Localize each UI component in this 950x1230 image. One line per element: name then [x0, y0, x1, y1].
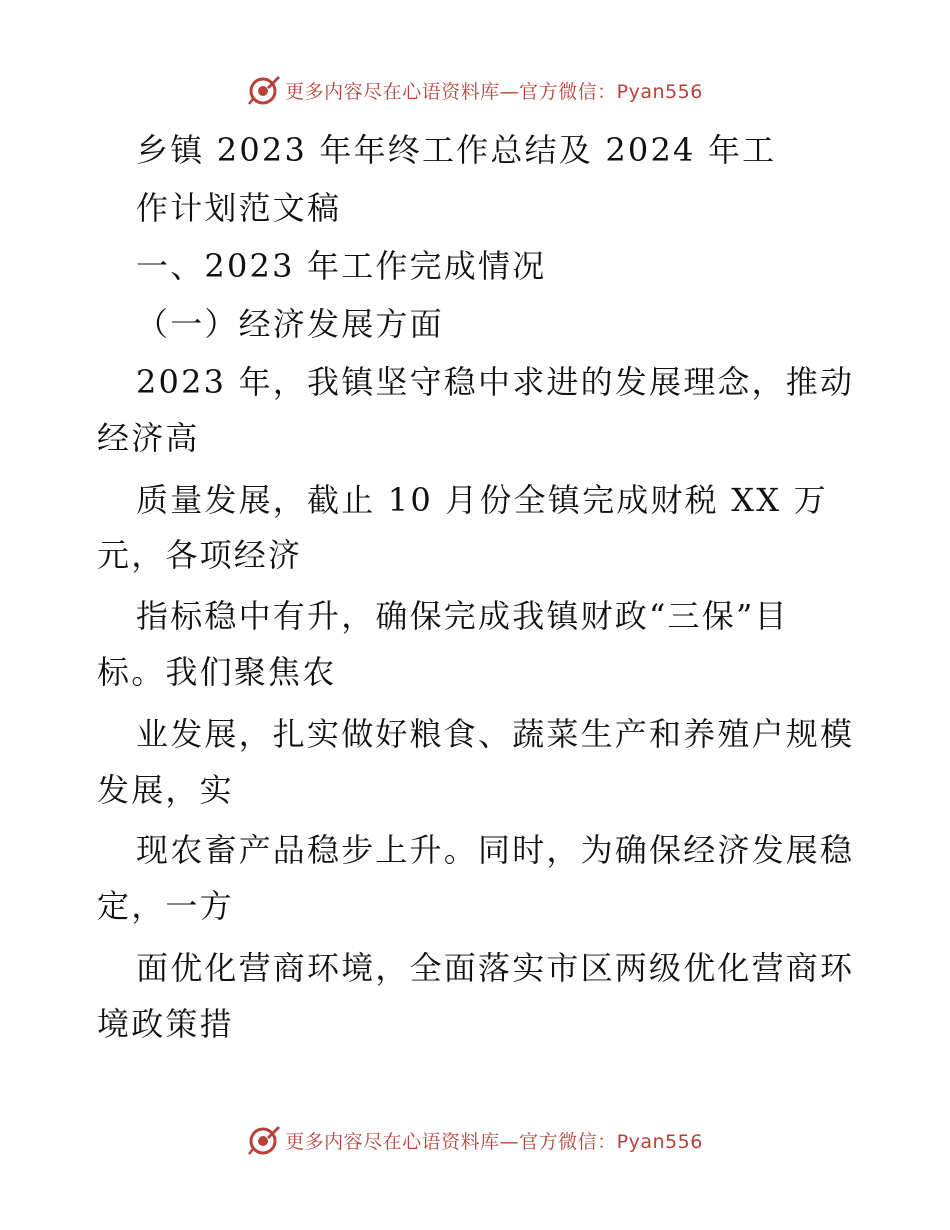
pen-circle-logo-icon	[247, 1123, 281, 1157]
paragraph-line: 经济高	[97, 419, 200, 457]
footer-banner-text: 更多内容尽在心语资料库—官方微信：Pyan556	[285, 1130, 703, 1153]
paragraph-line: 发展，实	[97, 771, 234, 809]
footer-banner	[0, 1120, 950, 1160]
paragraph-line: 现农畜产品稳步上升。同时，为确保经济发展稳	[136, 831, 855, 869]
paragraph-line: 境政策措	[97, 1005, 234, 1043]
paragraph-line: 业发展，扎实做好粮食、蔬菜生产和养殖户规模	[136, 715, 855, 753]
doc-title-line-1: 乡镇 2023 年年终工作总结及 2024 年工	[136, 131, 777, 169]
paragraph-line: 2023 年，我镇坚守稳中求进的发展理念，推动	[136, 363, 855, 401]
subsection-heading: （一）经济发展方面	[136, 305, 444, 343]
paragraph-line: 定，一方	[97, 887, 234, 925]
header-banner-text: 更多内容尽在心语资料库—官方微信：Pyan556	[285, 80, 703, 103]
paragraph-line: 质量发展，截止 10 月份全镇完成财税 XX 万	[136, 481, 828, 519]
header-banner	[0, 70, 950, 110]
doc-title-line-2: 作计划范文稿	[136, 189, 342, 227]
section-heading: 一、2023 年工作完成情况	[136, 247, 547, 285]
paragraph-line: 标。我们聚焦农	[97, 653, 337, 691]
paragraph-line: 指标稳中有升，确保完成我镇财政“三保”目	[136, 597, 789, 635]
paragraph-line: 元，各项经济	[97, 536, 303, 574]
paragraph-line: 面优化营商环境，全面落实市区两级优化营商环	[136, 949, 855, 987]
pen-circle-logo-icon	[247, 73, 281, 107]
